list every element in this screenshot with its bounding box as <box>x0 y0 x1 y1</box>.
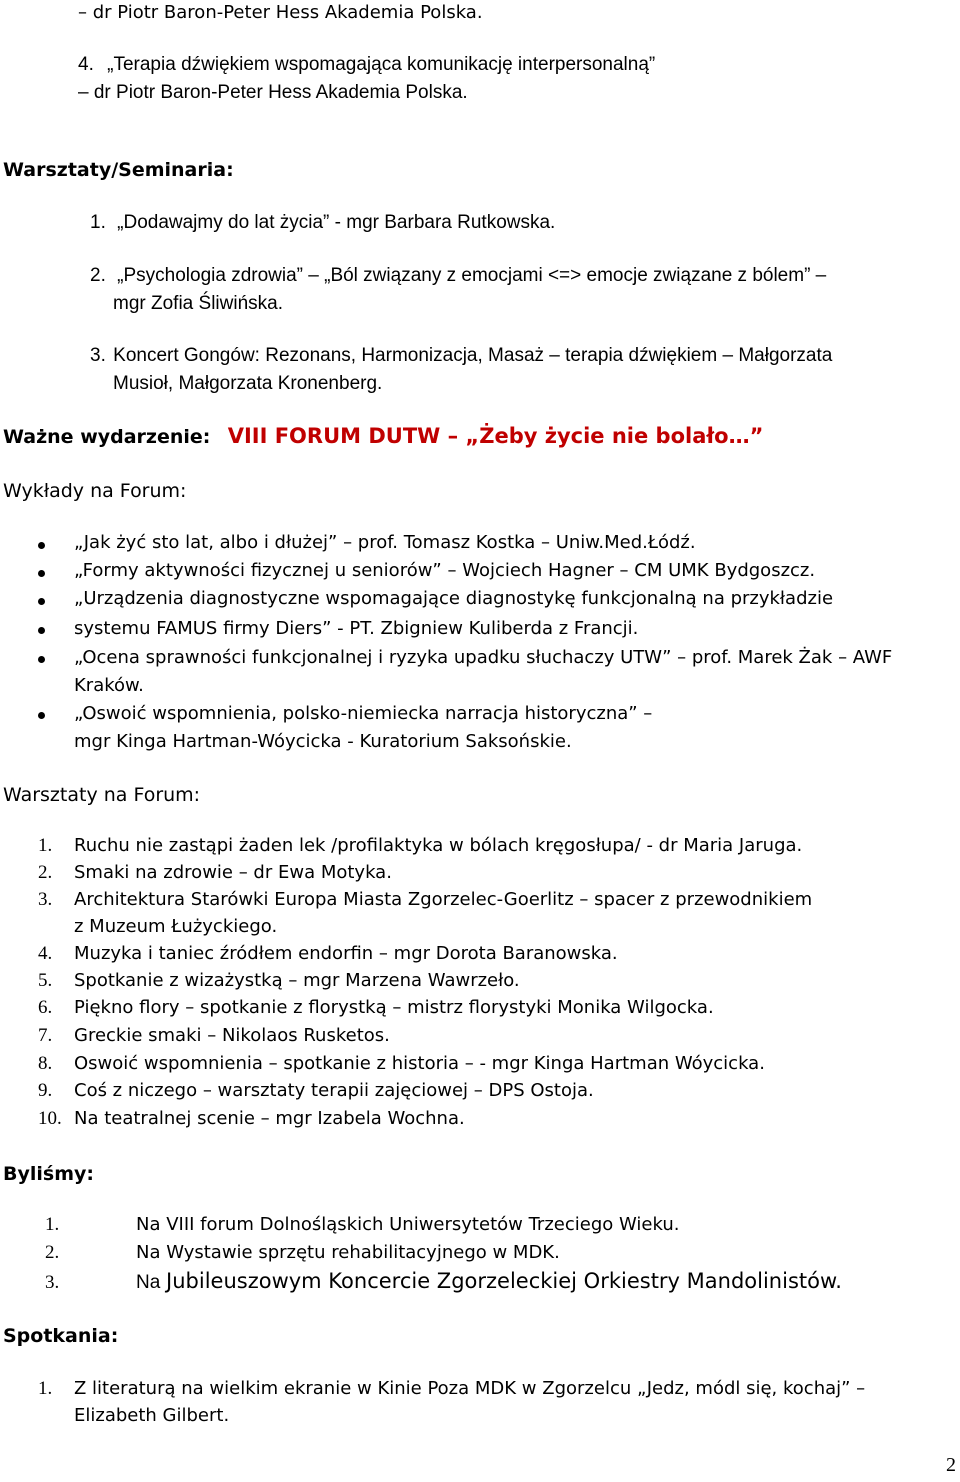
bullet-icon <box>38 627 45 634</box>
forum-workshop-item-continuation: z Muzeum Łużyckiego. <box>74 916 278 937</box>
visited-item: 3. Na Jubileuszowym Koncercie Zgorzeleckiej Orkiestry Mandolinistów. <box>45 1269 842 1293</box>
meetings-heading: Spotkania: <box>3 1325 119 1347</box>
lecture-item-continuation: mgr Kinga Hartman-Wóycicka - Kuratorium Saksońskie. <box>74 731 572 752</box>
bullet-icon <box>38 712 45 719</box>
visited-item: 1. Na VIII forum Dolnośląskich Uniwersytetów Trzeciego Wieku. <box>45 1214 680 1235</box>
visited-heading: Byliśmy: <box>3 1163 94 1185</box>
lecture-item: „Formy aktywności fizycznej u seniorów” – Wojciech Hagner – CM UMK Bydgoszcz. <box>74 560 816 581</box>
lecture-item: „Jak żyć sto lat, albo i dłużej” – prof. Tomasz Kostka – Uniw.Med.Łódź. <box>74 532 696 553</box>
forum-workshop-item: 5. Spotkanie z wizażystką – mgr Marzena Wawrzeło. <box>38 970 520 991</box>
bullet-icon <box>38 542 45 549</box>
bullet-icon <box>38 598 45 605</box>
forum-workshop-item: 4. Muzyka i taniec źródłem endorfin – mgr Dorota Baranowska. <box>38 943 618 964</box>
workshops-heading: Warsztaty/Seminaria: <box>3 159 234 181</box>
bullet-icon <box>38 656 45 663</box>
workshop-item-continuation: Musioł, Małgorzata Kronenberg. <box>113 373 383 394</box>
author-line: – dr Piotr Baron-Peter Hess Akademia Polska. <box>78 82 468 103</box>
item-title: „Terapia dźwiękiem wspomagająca komunikację interpersonalną” <box>107 54 656 75</box>
lecture-item: „Urządzenia diagnostyczne wspomagające diagnostykę funkcjonalną na przykładzie <box>74 588 834 609</box>
bullet-icon <box>38 570 45 577</box>
forum-workshop-item: 10. Na teatralnej scenie – mgr Izabela Wochna. <box>38 1108 465 1129</box>
page-number: 2 <box>946 1454 956 1476</box>
workshop-item: 1. „Dodawajmy do lat życia” - mgr Barbara Rutkowska. <box>90 212 556 233</box>
lecture-item: systemu FAMUS firmy Diers” - PT. Zbigniew Kuliberda z Francji. <box>74 618 639 639</box>
forum-workshop-item: 1. Ruchu nie zastąpi żaden lek /profilaktyka w bólach kręgosłupa/ - dr Maria Jaruga. <box>38 835 803 856</box>
forum-workshop-item: 7. Greckie smaki – Nikolaos Rusketos. <box>38 1025 390 1046</box>
important-event <box>3 423 763 450</box>
visited-item: 2. Na Wystawie sprzętu rehabilitacyjnego w MDK. <box>45 1242 560 1263</box>
workshop-item: 3. Koncert Gongów: Rezonans, Harmonizacja, Masaż – terapia dźwiękiem – Małgorzata <box>90 345 833 366</box>
meeting-item: 1. Z literaturą na wielkim ekranie w Kinie Poza MDK w Zgorzelcu „Jedz, módl się, kochaj” – <box>38 1378 866 1399</box>
meeting-item-continuation: Elizabeth Gilbert. <box>74 1405 230 1426</box>
forum-workshop-item: 8. Oswoić wspomnienia – spotkanie z historia – - mgr Kinga Hartman Wóycicka. <box>38 1053 765 1074</box>
lecture-item: „Ocena sprawności funkcjonalnej i ryzyka upadku słuchaczy UTW” – prof. Marek Żak – AWF <box>74 647 893 668</box>
lecture-item: „Oswoić wspomnienia, polsko-niemiecka narracja historyczna” – <box>74 703 653 724</box>
lecture-item-continuation: Kraków. <box>74 675 144 696</box>
forum-workshop-item: 6. Piękno flory – spotkanie z florystką – mistrz florystyki Monika Wilgocka. <box>38 997 714 1018</box>
workshop-item: 2. „Psychologia zdrowia” – „Ból związany z emocjami <=> emocje związane z bólem” – <box>90 265 827 286</box>
forum-workshop-item: 9. Coś z niczego – warsztaty terapii zajęciowej – DPS Ostoja. <box>38 1080 594 1101</box>
lecture-item-4 <box>78 54 655 76</box>
event-label: Ważne wydarzenie: <box>3 426 211 448</box>
forum-workshop-item: 3. Architektura Starówki Europa Miasta Zgorzelec-Goerlitz – spacer z przewodnikiem <box>38 889 813 910</box>
lectures-heading: Wykłady na Forum: <box>3 480 187 502</box>
forum-workshop-item: 2. Smaki na zdrowie – dr Ewa Motyka. <box>38 862 392 883</box>
event-title: VIII FORUM DUTW – „Żeby życie nie bolało…” <box>227 424 764 448</box>
forum-workshops-heading: Warsztaty na Forum: <box>3 784 201 806</box>
workshop-item-continuation: mgr Zofia Śliwińska. <box>113 293 283 314</box>
item-number: 4. <box>78 54 94 75</box>
author-line: – dr Piotr Baron-Peter Hess Akademia Polska. <box>78 2 483 23</box>
